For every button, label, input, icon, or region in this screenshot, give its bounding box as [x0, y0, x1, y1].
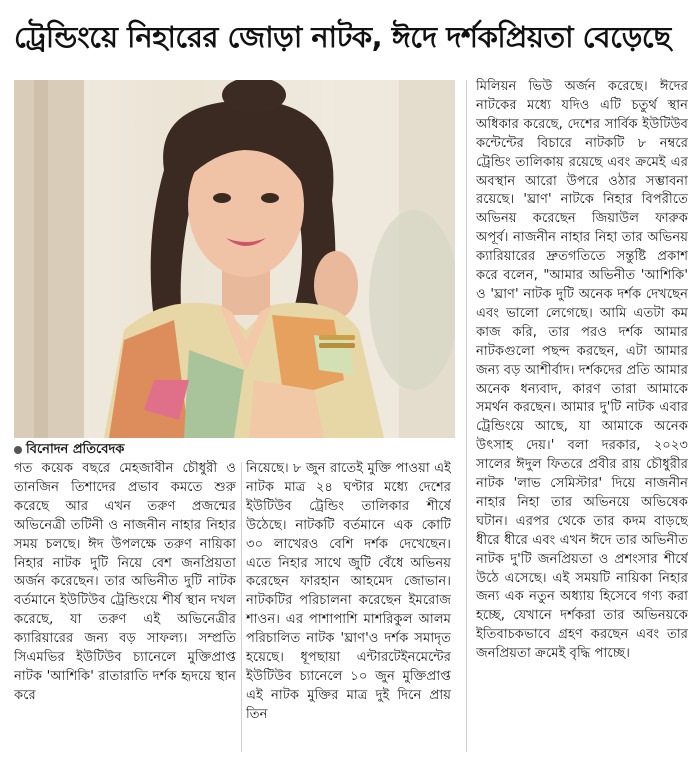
headline: ট্রেন্ডিংয়ে নিহারের জোড়া নাটক, ঈদে দর্শকপ্রিয়তা বেড়েছে [14, 20, 671, 54]
column-1-text: গত কয়েক বছরে মেহজাবীন চৌধুরী ও তানজিন তিশাদের প্রভাব কমতে শুরু করেছে আর এখন তরুণ প্রজন্মের অভিনেত্রী তটিনী ও নাজনীন নাহার নিহার সময় চলছে। ঈদ উপলক্ষে তরুণ নায়িকা নিহার নাটক দুটি নিয়ে বেশ জনপ্রিয়তা অর্জন করেছেন। তার অভিনীত দুটি নাটক বর্তমানে ইউটিউব ট্রেন্ডিংয়ে শীর্ষ স্থান দখল করেছে, যা তরুণ এই অভিনেত্রীর ক্যারিয়ারের জন্য বড় সাফল্য। সম্প্রতি সিএমভির ইউটিউব চ্যানেলে মুক্তিপ্রাপ্ত নাটক 'আশিকি' রাতারাতি দর্শক হৃদয়ে স্থান করে [14, 461, 236, 703]
column-3-text: মিলিয়ন ভিউ অর্জন করেছে। ঈদের নাটকের মধ্যে যদিও এটি চতুর্থ স্থান অধিকার করেছে, দেশের সার্বিক ইউটিউব কন্টেন্টের বিচারে নাটকটি ৮ নম্বরে ট্রেন্ডিং তালিকায় রয়েছে এবং ক্রমেই এর অবস্থান আরো উপরে ওঠার সম্ভাবনা রয়েছে। 'ঘ্রাণ' নাটকে নিহার বিপরীতে অভিনয় করেছেন জিয়াউল ফারুক অপূর্ব। নাজনীন নাহার নিহা তার অভিনয় ক্যারিয়ারের দ্রুতগতিতে সন্তুষ্টি প্রকাশ করে বলেন, "আমার অভিনীত 'আশিকি' ও 'ঘ্রাণ' নাটক দুটি অনেক দর্শক দেখছেন এবং ভালো লেগেছে। আমি এতটা কম কাজ করি, তার পরও দর্শক আমার নাটকগুলো পছন্দ করছেন, এটা আমার জন্য বড় আশীর্বাদ। দর্শকদের প্রতি আমার অনেক ধন্যবাদ, কারণ তারা আমাকে সমর্থন করছেন। আমার দু'টি নাটক এবার ট্রেন্ডিংয়ে আছে, যা আমাকে অনেক উৎসাহ দেয়।' বলা দরকার, ২০২৩ সালের ঈদুল ফিতরে প্রবীর রায় চৌধুরীর নাটক 'লাভ সেমিস্টার' দিয়ে নাজনীন নাহার নিহা তার অভিনয়ে অভিষেক ঘটান। এরপর থেকে তার কদম বাড়ছে ধীরে ধীরে এবং এখন ঈদে তার অভিনীত নাটক দু'টি জনপ্রিয়তা ও প্রশংসার শীর্ষে উঠে এসেছে। এই সময়টি নায়িকা নিহার জন্য এক নতুন অধ্যায় হিসেবে গণ্য করা হচ্ছে, যেখানে দর্শকরা তার অভিনয়কে ইতিবাচকভাবে গ্রহণ করছেন এবং তার জনপ্রিয়তা ক্রমেই বৃদ্ধি পাচ্ছে। [476, 79, 688, 662]
body-column-1 [14, 460, 236, 755]
byline [14, 440, 236, 460]
body-column-2 [246, 460, 451, 755]
column-divider [241, 462, 242, 752]
column-divider [466, 80, 467, 752]
byline-text: বিনোদন প্রতিবেদক [26, 442, 125, 457]
actress-photo [14, 80, 455, 438]
bullet-icon [14, 446, 22, 454]
column-2-text: নিয়েছে। ৮ জুন রাতেই মুক্তি পাওয়া এই নাটক মাত্র ২৪ ঘণ্টার মধ্যে দেশের ইউটিউব ট্রেন্ডিং তালিকার শীর্ষে উঠেছে। নাটকটি বর্তমানে এক কোটি ৩০ লাখেরও বেশি দর্শক দেখেছেন। এতে নিহার সাথে জুটি বেঁধে অভিনয় করেছেন ফারহান আহমেদ জোভান। নাটকটির পরিচালনা করেছেন ইমরোজ শাওন। এর পাশাপাশি মাশরিকুল আলম পরিচালিত নাটক 'ঘ্রাণ'ও দর্শক সমাদৃত হয়েছে। ধূপছায়া এন্টারটেইনমেন্টের ইউটিউব চ্যানেলে ১০ জুন মুক্তিপ্রাপ্ত এই নাটক মুক্তির মাত্র দুই দিনে প্রায় তিন [246, 461, 451, 722]
body-column-3 [476, 78, 688, 758]
